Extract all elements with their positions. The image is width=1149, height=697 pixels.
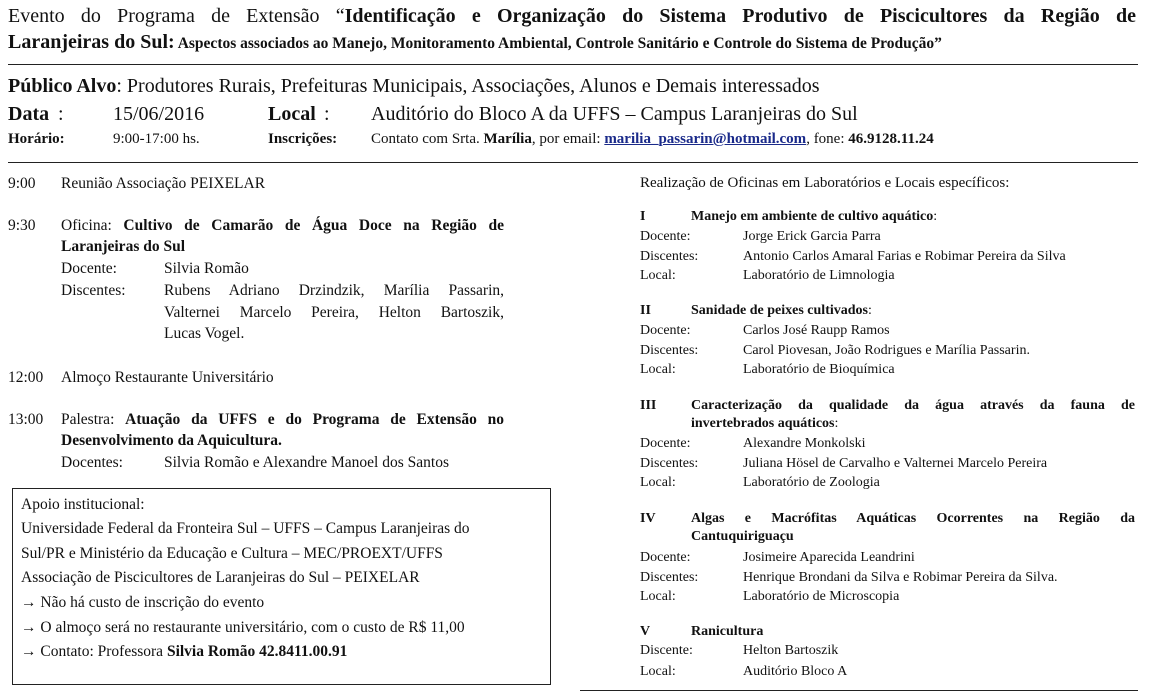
workshop-4-title-1: Algas e Macrófitas Aquáticas Ocorrentes na Região da xyxy=(691,511,1135,526)
target-audience-value: : Produtores Rurais, Prefeituras Municipais, Associações, Alunos e Demais interessados xyxy=(116,75,820,97)
workshop-4-local-label: Local: xyxy=(640,589,676,604)
workshop-4-local: Laboratório de Microscopia xyxy=(743,589,900,604)
event-title-location: Laranjeiras do Sul: xyxy=(8,31,175,53)
schedule-hours-value: 9:00-17:00 hs. xyxy=(113,131,200,147)
workshop-2-docente: Carlos José Raupp Ramos xyxy=(743,323,890,338)
location-value: Auditório do Bloco A da UFFS – Campus Laranjeiras do Sul xyxy=(371,103,858,125)
registration-contact: Contato com Srta. Marília, por email: marilia_passarin@hotmail.com, fone: 46.9128.11.24 xyxy=(371,131,934,147)
workshop-2-discentes: Carol Piovesan, João Rodrigues e Marília Passarin. xyxy=(743,343,1030,358)
workshop-2-docente-label: Docente: xyxy=(640,323,691,338)
email-link[interactable]: marilia_passarin@hotmail.com xyxy=(604,131,807,147)
location-label: Local xyxy=(268,103,316,125)
support-note-2: → O almoço será no restaurante universitário, com o custo de R$ 11,00 xyxy=(21,619,465,636)
workshop-4-number: IV xyxy=(640,511,656,526)
schedule-item-1: Reunião Associação PEIXELAR xyxy=(61,175,266,192)
arrow-icon: → xyxy=(21,643,37,660)
schedule-item-2-title: Oficina: Cultivo de Camarão de Água Doce na Região de xyxy=(61,217,504,234)
discentes-line-1: Rubens Adriano Drzindzik, Marília Passarin, xyxy=(164,282,504,299)
workshop-1-number: I xyxy=(640,209,646,224)
discentes-line-3: Lucas Vogel. xyxy=(164,325,245,342)
support-note-1: → Não há custo de inscrição do evento xyxy=(21,594,265,611)
date-colon: : xyxy=(58,103,64,125)
schedule-hours-label: Horário: xyxy=(8,131,65,147)
workshop-2-discentes-label: Discentes: xyxy=(640,343,699,358)
workshop-2-title: Sanidade de peixes cultivados: xyxy=(691,303,872,318)
workshop-2-number: II xyxy=(640,303,651,318)
institutional-support-box xyxy=(12,488,551,685)
phone-number: 46.9128.11.24 xyxy=(848,131,934,147)
docentes-label: Docentes: xyxy=(61,454,123,471)
workshop-5-discente: Helton Bartoszik xyxy=(743,643,839,658)
target-audience xyxy=(8,75,820,98)
workshops-heading: Realização de Oficinas em Laboratórios e Locais específicos: xyxy=(640,175,1010,191)
workshop-5-local-label: Local: xyxy=(640,664,676,679)
support-note-3: → Contato: Professora Silvia Romão 42.8411.00.91 xyxy=(21,643,348,660)
schedule-time-1: 9:00 xyxy=(8,175,36,192)
workshop-5-discente-label: Discente: xyxy=(640,643,693,658)
date-value: 15/06/2016 xyxy=(113,103,205,125)
arrow-icon: → xyxy=(21,594,37,611)
workshop-3-title-2: invertebrados aquáticos: xyxy=(691,416,839,431)
schedule-item-2-title-cont: Laranjeiras do Sul xyxy=(61,238,186,255)
registration-label: Inscrições: xyxy=(268,131,338,147)
location-colon: : xyxy=(324,103,330,125)
discentes-line-2: Valternei Marcelo Pereira, Helton Bartoszik, xyxy=(164,304,504,321)
support-contact: Silvia Romão 42.8411.00.91 xyxy=(166,643,348,660)
arrow-icon: → xyxy=(21,619,37,636)
event-subtitle: Aspectos associados ao Manejo, Monitoramento Ambiental, Controle Sanitário e Controle do Sistema de Produção” xyxy=(174,35,942,52)
workshop-4-discentes: Henrique Brondani da Silva e Robimar Pereira da Silva. xyxy=(743,570,1058,585)
workshop-1-local: Laboratório de Limnologia xyxy=(743,268,895,283)
schedule-item-3: Almoço Restaurante Universitário xyxy=(61,369,274,386)
workshop-4-docente-label: Docente: xyxy=(640,550,691,565)
workshop-4-docente: Josimeire Aparecida Leandrini xyxy=(743,550,915,565)
contact-name: Marília xyxy=(483,131,532,147)
workshop-1-local-label: Local: xyxy=(640,268,676,283)
workshop-5-title: Ranicultura xyxy=(691,624,764,639)
schedule-time-4: 13:00 xyxy=(8,411,44,428)
workshop-4-discentes-label: Discentes: xyxy=(640,570,699,585)
docente-label: Docente: xyxy=(61,260,117,277)
workshop-4-title-2: Cantuquiriguaçu xyxy=(691,529,794,544)
workshop-1-title: Manejo em ambiente de cultivo aquático: xyxy=(691,209,938,224)
schedule-item-4-title-cont: Desenvolvimento da Aquicultura. xyxy=(61,432,282,449)
schedule-item-4-title: Palestra: Atuação da UFFS e do Programa de Extensão no xyxy=(61,411,504,428)
schedule-time-2: 9:30 xyxy=(8,217,36,234)
workshop-3-discentes: Juliana Hösel de Carvalho e Valternei Marcelo Pereira xyxy=(743,456,1048,471)
docente-name: Silvia Romão xyxy=(164,260,249,277)
support-line-3: Associação de Piscicultores de Laranjeiras do Sul – PEIXELAR xyxy=(21,569,420,586)
workshop-2-local: Laboratório de Bioquímica xyxy=(743,362,895,377)
support-line-2: Sul/PR e Ministério da Educação e Cultura – MEC/PROEXT/UFFS xyxy=(21,545,443,562)
workshop-1-discentes: Antonio Carlos Amaral Farias e Robimar Pereira da Silva xyxy=(743,249,1066,264)
support-line-1: Universidade Federal da Fronteira Sul – UFFS – Campus Laranjeiras do xyxy=(21,520,470,537)
docentes-names: Silvia Romão e Alexandre Manoel dos Santos xyxy=(164,454,449,471)
event-title-prefix: Evento do Programa de Extensão “ xyxy=(8,5,345,27)
workshop-3-docente-label: Docente: xyxy=(640,436,691,451)
discentes-label: Discentes: xyxy=(61,282,126,299)
workshop-3-discentes-label: Discentes: xyxy=(640,456,699,471)
target-audience-label: Público Alvo xyxy=(8,75,117,97)
date-label: Data xyxy=(8,103,50,125)
workshop-3-local-label: Local: xyxy=(640,475,676,490)
schedule-time-3: 12:00 xyxy=(8,369,44,386)
divider-middle xyxy=(8,162,1138,163)
workshop-1-docente-label: Docente: xyxy=(640,229,691,244)
workshop-3-local: Laboratório de Zoologia xyxy=(743,475,880,490)
event-title-line-2 xyxy=(8,31,942,53)
event-title-line-1 xyxy=(8,5,1136,27)
event-title-bold: Identificação e Organização do Sistema Produtivo de Piscicultores da Região de xyxy=(344,5,1136,27)
divider-top xyxy=(8,64,1138,65)
workshop-1-docente: Jorge Erick Garcia Parra xyxy=(743,229,881,244)
workshop-1-discentes-label: Discentes: xyxy=(640,249,699,264)
support-heading: Apoio institucional: xyxy=(21,496,145,513)
workshop-5-number: V xyxy=(640,624,651,639)
workshop-2-local-label: Local: xyxy=(640,362,676,377)
workshop-5-local: Auditório Bloco A xyxy=(743,664,848,679)
workshop-3-docente: Alexandre Monkolski xyxy=(743,436,866,451)
divider-bottom-right xyxy=(580,690,1138,691)
workshop-3-number: III xyxy=(640,398,657,413)
workshop-3-title-1: Caracterização da qualidade da água através da fauna de xyxy=(691,398,1135,413)
